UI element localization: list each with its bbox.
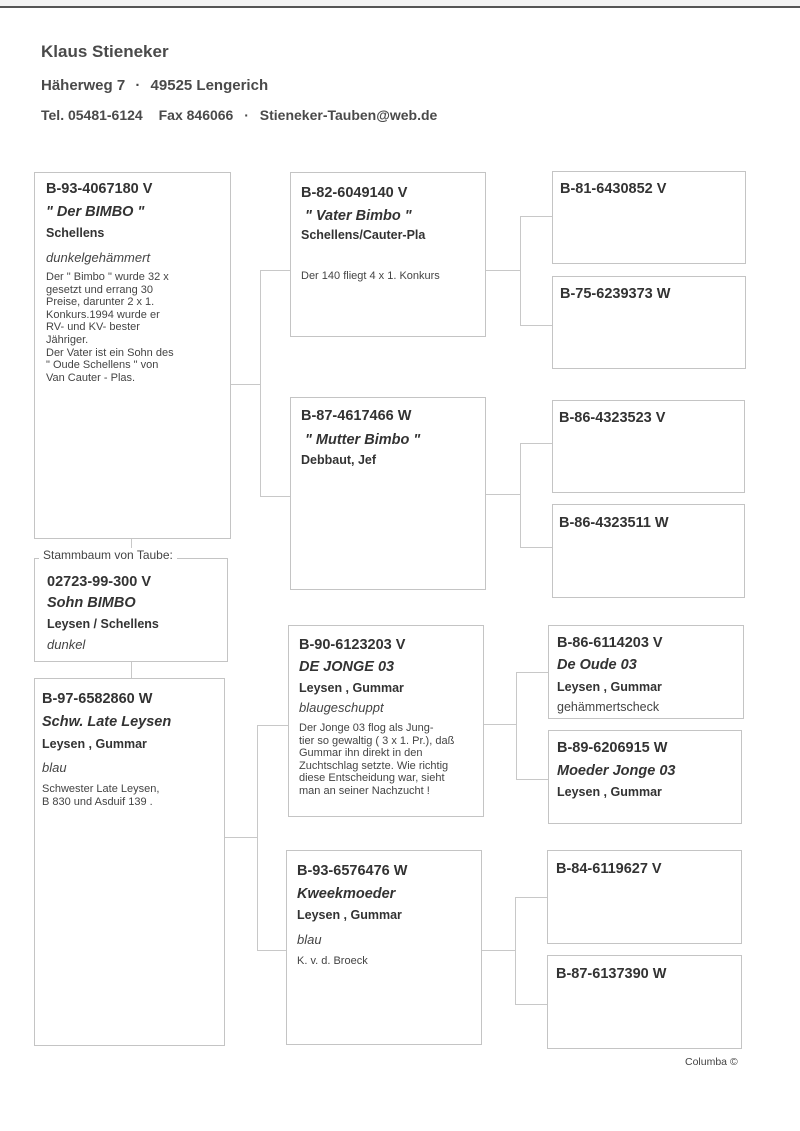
connector-ffm-out [520,325,552,326]
plumage-color: dunkel [47,637,86,652]
pedigree-note: Der 140 fliegt 4 x 1. Konkurs [301,270,440,282]
connector-fff-out [520,216,552,217]
connector-ff-out [260,270,290,271]
breeder: Leysen , Gummar [297,908,402,922]
owner-address [41,77,268,94]
connector-mf-in [484,724,516,725]
pigeon-name: " Mutter Bimbo " [305,432,421,448]
breeder: Leysen , Gummar [557,680,662,694]
pedigree-card-fm [290,397,486,590]
connector-fmf-out [520,443,552,444]
ring-number: B-93-4067180 V [46,181,153,197]
ring-number: B-93-6576476 W [297,863,408,879]
pedigree-card-mmf [547,850,742,944]
connector-ff-vertical [520,216,521,325]
pedigree-card-mff [548,625,744,719]
connector-mff-out [516,672,548,673]
connector-subject-mother [131,662,132,678]
pedigree-card-mf [288,625,484,817]
pigeon-name: DE JONGE 03 [299,659,395,675]
connector-mmf-out [515,897,547,898]
breeder: Debbaut, Jef [301,453,377,467]
top-border [0,0,800,8]
connector-fmm-out [520,547,552,548]
connector-mm-in [482,950,515,951]
breeder: Schellens [46,226,105,240]
plumage-color: gehämmertscheck [557,700,660,714]
pigeon-name: " Der BIMBO " [46,204,145,220]
plumage-color: dunkelgehämmert [46,250,151,265]
pigeon-name: De Oude 03 [557,657,637,673]
breeder: Leysen , Gummar [42,737,147,751]
owner-name: Klaus Stieneker [41,42,169,61]
pedigree-card-mm [286,850,482,1045]
pedigree-card-fff [552,171,746,264]
ring-number: B-90-6123203 V [299,637,406,653]
pedigree-card-father [34,172,231,539]
pedigree-card-subject [34,558,228,662]
ring-number: B-86-6114203 V [557,635,663,651]
ring-number: B-97-6582860 W [42,691,153,707]
connector-mf-out [257,725,288,726]
pigeon-name: Moeder Jonge 03 [557,763,676,779]
pedigree-note: Der Jonge 03 flog als Jung- tier so gewaltig ( 3 x 1. Pr.), daß Gummar ihn direkt in den Zuchtschlag setzte. Wie richtig diese Entscheidung war, sieht man an seiner Nachzucht ! [299,722,455,797]
breeder: Leysen , Gummar [557,785,662,799]
address-separator: · [135,77,141,94]
pedigree-card-fmm [552,504,745,598]
ring-number: B-87-4617466 W [301,408,412,424]
connector-ff-in [486,270,520,271]
address-city: 49525 Lengerich [150,77,269,94]
connector-mf-vertical [516,672,517,779]
copyright-footer: Columba © [685,1056,738,1068]
breeder: Schellens/Cauter-Pla [301,228,426,242]
pedigree-note: Schwester Late Leysen, B 830 und Asduif 139 . [42,783,160,808]
phone-number: Tel. 05481-6124 [41,107,143,123]
connector-fm-out [260,496,290,497]
connector-mother-in [225,837,257,838]
ring-number: B-81-6430852 V [560,181,667,197]
connector-fm-in [486,494,520,495]
pedigree-note: K. v. d. Broeck [297,955,368,967]
ring-number: 02723-99-300 V [47,574,151,590]
pedigree-card-ffm [552,276,746,369]
pedigree-subject-label: Stammbaum von Taube: [39,548,177,562]
ring-number: B-87-6137390 W [556,966,667,982]
connector-mm-vertical [515,897,516,1004]
pedigree-card-mmm [547,955,742,1049]
pigeon-name: Kweekmoeder [297,886,396,902]
fax-number: Fax 846066 [158,107,234,123]
ring-number: B-84-6119627 V [556,861,662,877]
connector-father-in [230,384,260,385]
pigeon-name: Sohn BIMBO [47,595,136,611]
plumage-color: blaugeschuppt [299,700,384,715]
connector-mother-vertical [257,725,258,950]
plumage-color: blau [297,932,322,947]
owner-contact [41,107,437,123]
connector-mfm-out [516,779,548,780]
pigeon-name: " Vater Bimbo " [305,208,412,224]
breeder: Leysen / Schellens [47,617,159,631]
pedigree-card-fmf [552,400,745,493]
plumage-color: blau [42,760,67,775]
connector-fm-vertical [520,443,521,547]
pedigree-card-mother [34,678,225,1046]
ring-number: B-75-6239373 W [560,286,671,302]
ring-number: B-82-6049140 V [301,185,408,201]
pigeon-name: Schw. Late Leysen [42,714,172,730]
connector-father-vertical [260,270,261,496]
pedigree-card-mfm [548,730,742,824]
email-address: Stieneker-Tauben@web.de [259,107,438,123]
ring-number: B-89-6206915 W [557,740,668,756]
contact-separator: · [244,107,249,123]
pedigree-card-ff [290,172,486,337]
ring-number: B-86-4323523 V [559,410,666,426]
pedigree-note: Der " Bimbo " wurde 32 x gesetzt und errang 30 Preise, darunter 2 x 1. Konkurs.1994 wurde er RV- und KV- bester Jähriger. Der Vater ist ein Sohn des " Oude Schellens " von Van Cauter - Plas. [46,271,174,384]
connector-mmm-out [515,1004,547,1005]
connector-mm-out [257,950,288,951]
breeder: Leysen , Gummar [299,681,404,695]
ring-number: B-86-4323511 W [559,515,669,531]
address-street: Häherweg 7 [41,77,126,94]
